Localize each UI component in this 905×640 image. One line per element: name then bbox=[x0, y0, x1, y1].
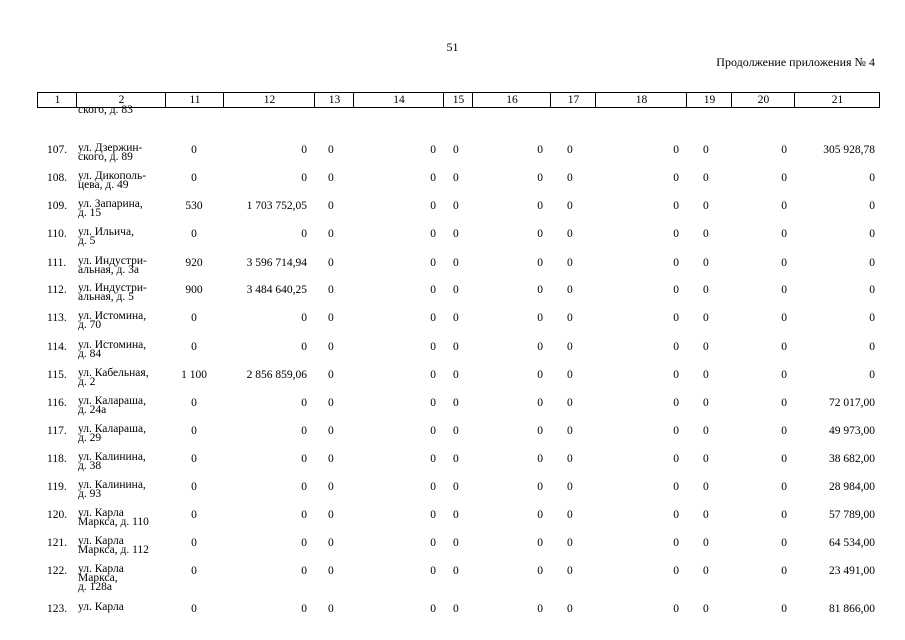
col-11-value: 1 100 bbox=[181, 369, 207, 381]
col-21-value: 0 bbox=[869, 200, 875, 212]
address-cell bbox=[78, 603, 124, 612]
col-12-value: 3 596 714,94 bbox=[246, 257, 307, 269]
col-21-value: 0 bbox=[869, 257, 875, 269]
col-12-value: 0 bbox=[301, 481, 307, 493]
col-15-value: 0 bbox=[453, 369, 459, 381]
carry-over-text: ского, д. 83 bbox=[78, 104, 133, 116]
col-19-value: 0 bbox=[703, 369, 709, 381]
address-line: д. 93 bbox=[78, 488, 102, 500]
col-21-value: 0 bbox=[869, 369, 875, 381]
col-13-value: 0 bbox=[328, 397, 334, 409]
col-11-value: 0 bbox=[191, 228, 197, 240]
col-16-value: 0 bbox=[537, 397, 543, 409]
address-line: ул. Карла bbox=[78, 601, 124, 613]
address-line: альная, д. 3а bbox=[78, 264, 139, 276]
address-cell bbox=[78, 425, 146, 443]
col-21-value: 57 789,00 bbox=[829, 509, 875, 521]
col-13-value: 0 bbox=[328, 228, 334, 240]
row-number: 116. bbox=[47, 397, 67, 409]
col-17-value: 0 bbox=[567, 565, 573, 577]
col-20-value: 0 bbox=[781, 397, 787, 409]
col-15-value: 0 bbox=[453, 257, 459, 269]
row-number: 114. bbox=[47, 341, 67, 353]
col-17-value: 0 bbox=[567, 481, 573, 493]
col-20-value: 0 bbox=[781, 200, 787, 212]
col-16-value: 0 bbox=[537, 284, 543, 296]
header-divider bbox=[595, 93, 596, 107]
col-12-value: 0 bbox=[301, 537, 307, 549]
col-18-value: 0 bbox=[673, 397, 679, 409]
col-18-value: 0 bbox=[673, 228, 679, 240]
col-17-value: 0 bbox=[567, 397, 573, 409]
address-line: Маркса, д. 110 bbox=[78, 516, 149, 528]
address-line: ул. Калараша, bbox=[78, 395, 146, 407]
address-line: ул. Индустри- bbox=[78, 255, 147, 267]
header-divider bbox=[550, 93, 551, 107]
header-divider bbox=[165, 93, 166, 107]
col-18-value: 0 bbox=[673, 312, 679, 324]
row-number: 121. bbox=[47, 537, 68, 549]
address-cell bbox=[78, 453, 146, 471]
header-col-17: 17 bbox=[567, 94, 580, 106]
col-13-value: 0 bbox=[328, 257, 334, 269]
col-14-value: 0 bbox=[430, 453, 436, 465]
col-13-value: 0 bbox=[328, 453, 334, 465]
col-14-value: 0 bbox=[430, 369, 436, 381]
address-line: ул. Карла bbox=[78, 507, 124, 519]
col-19-value: 0 bbox=[703, 537, 709, 549]
col-14-value: 0 bbox=[430, 537, 436, 549]
col-18-value: 0 bbox=[673, 200, 679, 212]
row-number: 111. bbox=[47, 257, 67, 269]
col-11-value: 0 bbox=[191, 453, 197, 465]
header-divider bbox=[76, 93, 77, 107]
col-20-value: 0 bbox=[781, 257, 787, 269]
header-col-2: 2 bbox=[118, 94, 125, 106]
col-21-value: 0 bbox=[869, 172, 875, 184]
col-14-value: 0 bbox=[430, 228, 436, 240]
col-15-value: 0 bbox=[453, 565, 459, 577]
col-12-value: 1 703 752,05 bbox=[246, 200, 307, 212]
address-cell bbox=[78, 172, 146, 190]
header-col-15: 15 bbox=[452, 94, 465, 106]
address-line: д. 38 bbox=[78, 460, 102, 472]
col-15-value: 0 bbox=[453, 172, 459, 184]
address-cell bbox=[78, 257, 147, 275]
col-14-value: 0 bbox=[430, 312, 436, 324]
address-cell bbox=[78, 228, 134, 246]
header-col-18: 18 bbox=[635, 94, 648, 106]
col-21-value: 38 682,00 bbox=[829, 453, 875, 465]
col-20-value: 0 bbox=[781, 537, 787, 549]
address-line: Маркса, bbox=[78, 572, 118, 584]
col-16-value: 0 bbox=[537, 172, 543, 184]
col-21-value: 305 928,78 bbox=[823, 144, 875, 156]
col-15-value: 0 bbox=[453, 481, 459, 493]
col-13-value: 0 bbox=[328, 509, 334, 521]
col-14-value: 0 bbox=[430, 257, 436, 269]
address-cell bbox=[78, 397, 146, 415]
header-divider bbox=[443, 93, 444, 107]
col-11-value: 530 bbox=[185, 200, 203, 212]
col-16-value: 0 bbox=[537, 200, 543, 212]
col-18-value: 0 bbox=[673, 453, 679, 465]
col-17-value: 0 bbox=[567, 312, 573, 324]
col-13-value: 0 bbox=[328, 537, 334, 549]
col-17-value: 0 bbox=[567, 425, 573, 437]
col-15-value: 0 bbox=[453, 509, 459, 521]
col-19-value: 0 bbox=[703, 481, 709, 493]
col-21-value: 23 491,00 bbox=[829, 565, 875, 577]
header-col-12: 12 bbox=[263, 94, 276, 106]
col-19-value: 0 bbox=[703, 144, 709, 156]
col-16-value: 0 bbox=[537, 369, 543, 381]
header-col-16: 16 bbox=[506, 94, 518, 106]
address-line: д. 5 bbox=[78, 235, 96, 247]
col-15-value: 0 bbox=[453, 228, 459, 240]
col-20-value: 0 bbox=[781, 509, 787, 521]
col-11-value: 0 bbox=[191, 509, 197, 521]
address-cell bbox=[78, 312, 146, 330]
col-15-value: 0 bbox=[453, 453, 459, 465]
col-16-value: 0 bbox=[537, 565, 543, 577]
col-12-value: 0 bbox=[301, 144, 307, 156]
row-number: 118. bbox=[47, 453, 67, 465]
col-14-value: 0 bbox=[430, 284, 436, 296]
col-21-value: 0 bbox=[869, 341, 875, 353]
header-col-1: 1 bbox=[54, 94, 61, 106]
col-17-value: 0 bbox=[567, 200, 573, 212]
col-16-value: 0 bbox=[537, 453, 543, 465]
col-13-value: 0 bbox=[328, 284, 334, 296]
col-21-value: 64 534,00 bbox=[829, 537, 875, 549]
col-17-value: 0 bbox=[567, 453, 573, 465]
col-11-value: 920 bbox=[185, 257, 203, 269]
col-18-value: 0 bbox=[673, 341, 679, 353]
col-15-value: 0 bbox=[453, 425, 459, 437]
row-number: 109. bbox=[47, 200, 68, 212]
address-line: ул. Индустри- bbox=[78, 282, 147, 294]
address-cell bbox=[78, 509, 149, 527]
col-11-value: 900 bbox=[185, 284, 203, 296]
col-12-value: 0 bbox=[301, 603, 307, 615]
col-17-value: 0 bbox=[567, 369, 573, 381]
col-14-value: 0 bbox=[430, 603, 436, 615]
col-20-value: 0 bbox=[781, 453, 787, 465]
col-18-value: 0 bbox=[673, 509, 679, 521]
address-line: ул. Карла bbox=[78, 535, 124, 547]
col-12-value: 0 bbox=[301, 509, 307, 521]
header-col-21: 21 bbox=[831, 94, 844, 106]
header-divider bbox=[353, 93, 354, 107]
col-15-value: 0 bbox=[453, 537, 459, 549]
address-line: Маркса, д. 112 bbox=[78, 544, 149, 556]
data-table bbox=[37, 92, 880, 615]
col-15-value: 0 bbox=[453, 397, 459, 409]
col-13-value: 0 bbox=[328, 341, 334, 353]
address-cell bbox=[78, 369, 149, 387]
col-16-value: 0 bbox=[537, 257, 543, 269]
col-20-value: 0 bbox=[781, 228, 787, 240]
col-11-value: 0 bbox=[191, 144, 197, 156]
address-cell bbox=[78, 537, 149, 555]
col-20-value: 0 bbox=[781, 284, 787, 296]
col-13-value: 0 bbox=[328, 481, 334, 493]
address-line: альная, д. 5 bbox=[78, 291, 134, 303]
col-15-value: 0 bbox=[453, 312, 459, 324]
address-line: ул. Калараша, bbox=[78, 423, 146, 435]
address-cell bbox=[78, 565, 124, 592]
col-13-value: 0 bbox=[328, 603, 334, 615]
col-12-value: 0 bbox=[301, 397, 307, 409]
col-11-value: 0 bbox=[191, 341, 197, 353]
row-number: 112. bbox=[47, 284, 67, 296]
row-number: 115. bbox=[47, 369, 67, 381]
col-17-value: 0 bbox=[567, 341, 573, 353]
col-19-value: 0 bbox=[703, 425, 709, 437]
address-line: д. 70 bbox=[78, 319, 102, 331]
col-14-value: 0 bbox=[430, 144, 436, 156]
address-line: ул. Карла bbox=[78, 563, 124, 575]
col-19-value: 0 bbox=[703, 453, 709, 465]
col-14-value: 0 bbox=[430, 565, 436, 577]
col-14-value: 0 bbox=[430, 397, 436, 409]
col-17-value: 0 bbox=[567, 257, 573, 269]
header-col-20: 20 bbox=[757, 94, 770, 106]
address-line: д. 15 bbox=[78, 207, 102, 219]
col-12-value: 0 bbox=[301, 228, 307, 240]
address-line: д. 128а bbox=[78, 581, 112, 593]
col-20-value: 0 bbox=[781, 172, 787, 184]
col-13-value: 0 bbox=[328, 369, 334, 381]
col-18-value: 0 bbox=[673, 603, 679, 615]
table-header bbox=[37, 92, 880, 108]
col-19-value: 0 bbox=[703, 228, 709, 240]
col-15-value: 0 bbox=[453, 144, 459, 156]
header-divider bbox=[686, 93, 687, 107]
col-21-value: 49 973,00 bbox=[829, 425, 875, 437]
appendix-note: Продолжение приложения № 4 bbox=[716, 55, 875, 69]
col-19-value: 0 bbox=[703, 312, 709, 324]
col-18-value: 0 bbox=[673, 284, 679, 296]
col-11-value: 0 bbox=[191, 603, 197, 615]
header-col-14: 14 bbox=[393, 94, 405, 106]
header-col-11: 11 bbox=[189, 94, 201, 106]
col-19-value: 0 bbox=[703, 200, 709, 212]
address-line: д. 29 bbox=[78, 432, 102, 444]
address-cell bbox=[78, 481, 146, 499]
col-13-value: 0 bbox=[328, 144, 334, 156]
col-16-value: 0 bbox=[537, 228, 543, 240]
col-16-value: 0 bbox=[537, 537, 543, 549]
col-13-value: 0 bbox=[328, 425, 334, 437]
col-20-value: 0 bbox=[781, 603, 787, 615]
col-19-value: 0 bbox=[703, 172, 709, 184]
col-20-value: 0 bbox=[781, 341, 787, 353]
page-number: 51 bbox=[446, 40, 459, 54]
header-divider bbox=[794, 93, 795, 107]
col-21-value: 81 866,00 bbox=[829, 603, 875, 615]
address-line: ул. Истомина, bbox=[78, 310, 147, 322]
col-16-value: 0 bbox=[537, 603, 543, 615]
col-15-value: 0 bbox=[453, 284, 459, 296]
col-18-value: 0 bbox=[673, 481, 679, 493]
row-number: 119. bbox=[47, 481, 67, 493]
col-15-value: 0 bbox=[453, 603, 459, 615]
col-20-value: 0 bbox=[781, 565, 787, 577]
address-line: цева, д. 49 bbox=[78, 179, 129, 191]
col-11-value: 0 bbox=[191, 425, 197, 437]
address-line: ул. Кабельная, bbox=[78, 367, 149, 379]
col-13-value: 0 bbox=[328, 200, 334, 212]
col-12-value: 0 bbox=[301, 312, 307, 324]
col-17-value: 0 bbox=[567, 537, 573, 549]
col-14-value: 0 bbox=[430, 425, 436, 437]
header-col-19: 19 bbox=[703, 94, 716, 106]
col-16-value: 0 bbox=[537, 425, 543, 437]
col-16-value: 0 bbox=[537, 341, 543, 353]
header-col-13: 13 bbox=[328, 94, 341, 106]
address-line: д. 24а bbox=[78, 404, 107, 416]
col-17-value: 0 bbox=[567, 172, 573, 184]
col-17-value: 0 bbox=[567, 144, 573, 156]
col-16-value: 0 bbox=[537, 481, 543, 493]
col-11-value: 0 bbox=[191, 397, 197, 409]
col-18-value: 0 bbox=[673, 144, 679, 156]
header-divider bbox=[314, 93, 315, 107]
col-21-value: 0 bbox=[869, 228, 875, 240]
row-number: 107. bbox=[47, 144, 68, 156]
col-12-value: 3 484 640,25 bbox=[246, 284, 307, 296]
col-12-value: 0 bbox=[301, 172, 307, 184]
row-number: 108. bbox=[47, 172, 68, 184]
col-20-value: 0 bbox=[781, 144, 787, 156]
col-18-value: 0 bbox=[673, 257, 679, 269]
col-11-value: 0 bbox=[191, 565, 197, 577]
address-cell bbox=[78, 200, 143, 218]
col-19-value: 0 bbox=[703, 257, 709, 269]
col-18-value: 0 bbox=[673, 369, 679, 381]
col-12-value: 0 bbox=[301, 425, 307, 437]
col-19-value: 0 bbox=[703, 397, 709, 409]
col-21-value: 28 984,00 bbox=[829, 481, 875, 493]
col-16-value: 0 bbox=[537, 509, 543, 521]
col-14-value: 0 bbox=[430, 481, 436, 493]
row-number: 110. bbox=[47, 228, 67, 240]
address-line: д. 2 bbox=[78, 376, 96, 388]
col-15-value: 0 bbox=[453, 200, 459, 212]
col-14-value: 0 bbox=[430, 341, 436, 353]
col-19-value: 0 bbox=[703, 341, 709, 353]
row-number: 123. bbox=[47, 603, 68, 615]
col-17-value: 0 bbox=[567, 603, 573, 615]
address-line: д. 84 bbox=[78, 348, 102, 360]
address-line: ского, д. 89 bbox=[78, 151, 133, 163]
col-19-value: 0 bbox=[703, 565, 709, 577]
col-18-value: 0 bbox=[673, 425, 679, 437]
col-14-value: 0 bbox=[430, 200, 436, 212]
col-12-value: 0 bbox=[301, 565, 307, 577]
header-divider bbox=[472, 93, 473, 107]
col-18-value: 0 bbox=[673, 565, 679, 577]
col-11-value: 0 bbox=[191, 481, 197, 493]
address-line: ул. Дикополь- bbox=[78, 170, 147, 182]
address-line: ул. Запарина, bbox=[78, 198, 143, 210]
col-11-value: 0 bbox=[191, 312, 197, 324]
col-20-value: 0 bbox=[781, 369, 787, 381]
col-19-value: 0 bbox=[703, 603, 709, 615]
col-17-value: 0 bbox=[567, 284, 573, 296]
col-20-value: 0 bbox=[781, 425, 787, 437]
row-number: 122. bbox=[47, 565, 68, 577]
col-13-value: 0 bbox=[328, 172, 334, 184]
row-number: 117. bbox=[47, 425, 67, 437]
col-18-value: 0 bbox=[673, 172, 679, 184]
col-13-value: 0 bbox=[328, 312, 334, 324]
address-cell bbox=[78, 144, 142, 162]
col-11-value: 0 bbox=[191, 537, 197, 549]
address-line: ул. Истомина, bbox=[78, 339, 147, 351]
col-18-value: 0 bbox=[673, 537, 679, 549]
col-21-value: 0 bbox=[869, 312, 875, 324]
col-12-value: 0 bbox=[301, 453, 307, 465]
col-19-value: 0 bbox=[703, 284, 709, 296]
address-line: ул. Ильича, bbox=[78, 226, 134, 238]
row-number: 113. bbox=[47, 312, 67, 324]
address-cell bbox=[78, 284, 147, 302]
col-12-value: 0 bbox=[301, 341, 307, 353]
header-divider bbox=[223, 93, 224, 107]
col-19-value: 0 bbox=[703, 509, 709, 521]
col-15-value: 0 bbox=[453, 341, 459, 353]
col-20-value: 0 bbox=[781, 312, 787, 324]
col-17-value: 0 bbox=[567, 509, 573, 521]
col-14-value: 0 bbox=[430, 172, 436, 184]
col-16-value: 0 bbox=[537, 312, 543, 324]
col-13-value: 0 bbox=[328, 565, 334, 577]
col-21-value: 0 bbox=[869, 284, 875, 296]
address-cell bbox=[78, 341, 146, 359]
address-line: ул. Дзержин- bbox=[78, 142, 143, 154]
col-16-value: 0 bbox=[537, 144, 543, 156]
col-11-value: 0 bbox=[191, 172, 197, 184]
col-12-value: 2 856 859,06 bbox=[246, 369, 307, 381]
address-line: ул. Калинина, bbox=[78, 451, 146, 463]
address-line: ул. Калинина, bbox=[78, 479, 146, 491]
col-14-value: 0 bbox=[430, 509, 436, 521]
header-divider bbox=[731, 93, 732, 107]
row-number: 120. bbox=[47, 509, 68, 521]
col-20-value: 0 bbox=[781, 481, 787, 493]
col-21-value: 72 017,00 bbox=[829, 397, 875, 409]
col-17-value: 0 bbox=[567, 228, 573, 240]
